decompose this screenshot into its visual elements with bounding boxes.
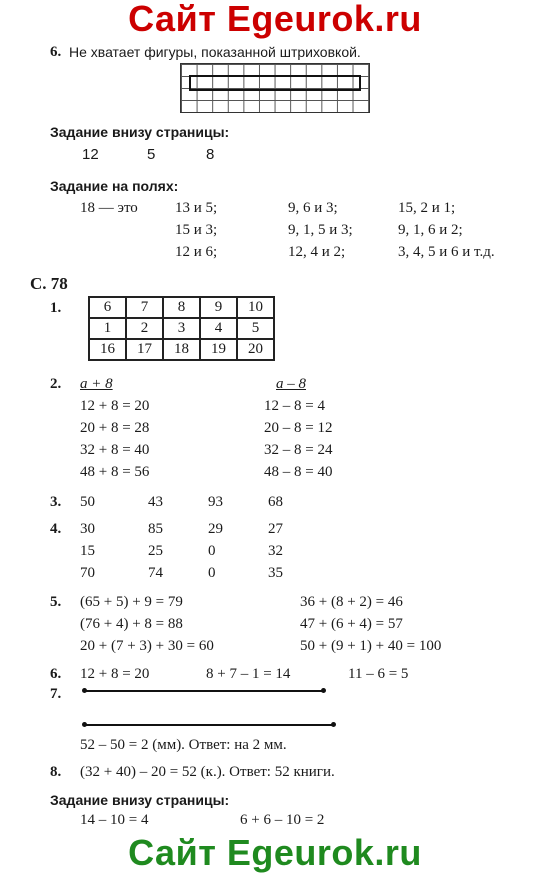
section-heading: Задание внизу страницы:	[50, 124, 230, 140]
equation: 32 – 8 = 24	[264, 442, 333, 458]
segment-short	[84, 690, 324, 692]
equation: 20 + 8 = 28	[80, 420, 150, 436]
task-number: 7.	[50, 686, 62, 702]
margin-item: 12 и 6;	[175, 244, 218, 260]
answer: 52 – 50 = 2 (мм). Ответ: на 2 мм.	[80, 737, 287, 753]
equation: (32 + 40) – 20 = 52 (к.). Ответ: 52 книги.	[80, 764, 335, 780]
value: 12	[82, 146, 99, 163]
table-cell: 20	[237, 339, 274, 360]
margin-item: 3, 4, 5 и 6 и т.д.	[398, 244, 495, 260]
table-cell: 3	[163, 318, 200, 339]
equation: 50 + (9 + 1) + 40 = 100	[300, 638, 442, 654]
equation: 14 – 10 = 4	[80, 812, 149, 828]
equation: 20 + (7 + 3) + 30 = 60	[80, 638, 214, 654]
segment-endpoint	[321, 688, 326, 693]
table-cell: 18	[163, 339, 200, 360]
equation: (76 + 4) + 8 = 88	[80, 616, 183, 632]
table-cell: 9	[200, 297, 237, 318]
equation: (65 + 5) + 9 = 79	[80, 594, 183, 610]
table-cell: 2	[126, 318, 163, 339]
equation: 32 + 8 = 40	[80, 442, 150, 458]
equation: 8 + 7 – 1 = 14	[206, 666, 291, 682]
value: 68	[268, 494, 283, 510]
table-cell: 8	[163, 297, 200, 318]
margin-item: 15 и 3;	[175, 222, 218, 238]
equation: 12 – 8 = 4	[264, 398, 325, 414]
value: 50	[80, 494, 95, 510]
section-heading: Задание на полях:	[50, 178, 179, 194]
value: 8	[206, 146, 215, 163]
equation: 36 + (8 + 2) = 46	[300, 594, 403, 610]
task-text: Не хватает фигуры, показанной штриховкой.	[69, 44, 361, 60]
value: 32	[268, 543, 283, 559]
task-number: 4.	[50, 521, 62, 537]
value: 70	[80, 565, 95, 581]
margin-lead: 18 — это	[80, 200, 138, 216]
margin-item: 9, 6 и 3;	[288, 200, 338, 216]
table-cell: 19	[200, 339, 237, 360]
watermark-bottom: Сайт Egeurok.ru	[128, 832, 422, 873]
margin-item: 13 и 5;	[175, 200, 218, 216]
equation: 20 – 8 = 12	[264, 420, 333, 436]
task-number: 1.	[50, 300, 62, 316]
margin-item: 15, 2 и 1;	[398, 200, 456, 216]
task-number: 8.	[50, 764, 62, 780]
equation: 6 + 6 – 10 = 2	[240, 812, 325, 828]
page-title: С. 78	[30, 274, 68, 293]
hatched-bar	[189, 75, 361, 91]
table-cell: 10	[237, 297, 274, 318]
value: 35	[268, 565, 283, 581]
equation: 12 + 8 = 20	[80, 666, 150, 682]
watermark-top: Сайт Egeurok.ru	[128, 0, 422, 39]
equation: 12 + 8 = 20	[80, 398, 150, 414]
margin-item: 9, 1, 6 и 2;	[398, 222, 463, 238]
segment-endpoint	[82, 688, 87, 693]
value: 30	[80, 521, 95, 537]
value: 43	[148, 494, 163, 510]
task-number: 6.	[50, 666, 62, 682]
value: 29	[208, 521, 223, 537]
task-number: 5.	[50, 594, 62, 610]
task-number: 6.	[50, 44, 62, 60]
table-cell: 4	[200, 318, 237, 339]
table-cell: 6	[89, 297, 126, 318]
value: 0	[208, 543, 216, 559]
segment-long	[84, 724, 334, 726]
value: 85	[148, 521, 163, 537]
value: 5	[147, 146, 156, 163]
hatched-grid-figure	[180, 63, 370, 113]
table-cell: 5	[237, 318, 274, 339]
value: 93	[208, 494, 223, 510]
equation: 47 + (6 + 4) = 57	[300, 616, 403, 632]
margin-item: 9, 1, 5 и 3;	[288, 222, 353, 238]
margin-item: 12, 4 и 2;	[288, 244, 346, 260]
equation: 48 – 8 = 40	[264, 464, 333, 480]
value: 74	[148, 565, 163, 581]
table-cell: 1	[89, 318, 126, 339]
table-cell: 16	[89, 339, 126, 360]
value: 27	[268, 521, 283, 537]
value: 15	[80, 543, 95, 559]
equation: 48 + 8 = 56	[80, 464, 150, 480]
section-heading: Задание внизу страницы:	[50, 792, 230, 808]
task-number: 3.	[50, 494, 62, 510]
number-table	[88, 296, 275, 361]
value: 25	[148, 543, 163, 559]
column-header: a – 8	[276, 376, 306, 392]
segment-endpoint	[331, 722, 336, 727]
segment-endpoint	[82, 722, 87, 727]
task-number: 2.	[50, 376, 62, 392]
column-header: a + 8	[80, 376, 113, 392]
value: 0	[208, 565, 216, 581]
table-cell: 17	[126, 339, 163, 360]
equation: 11 – 6 = 5	[348, 666, 409, 682]
table-cell: 7	[126, 297, 163, 318]
